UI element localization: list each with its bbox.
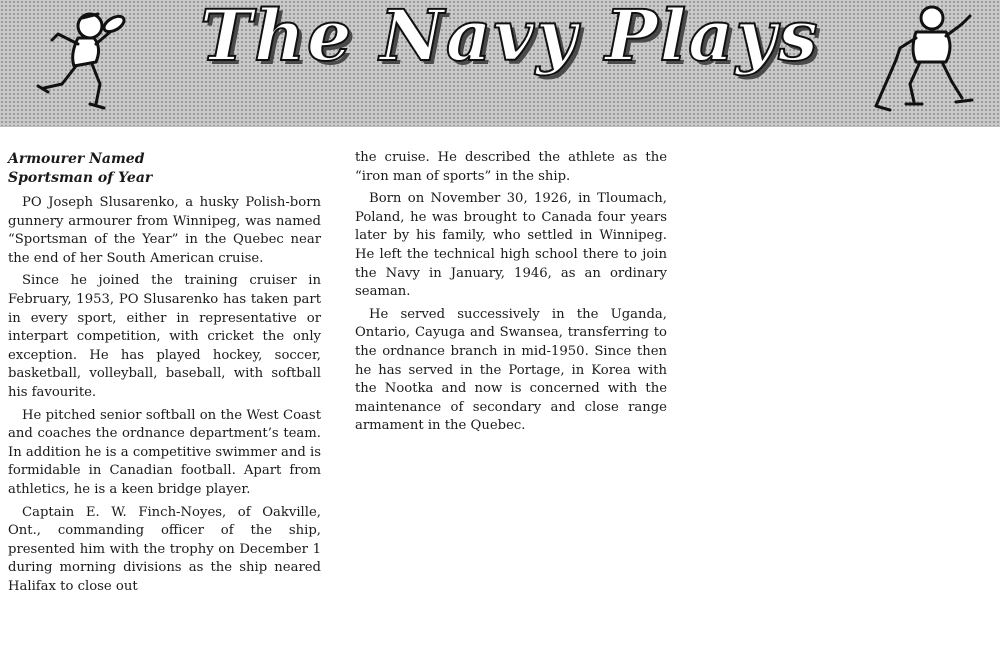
paragraph: PO Joseph Slusarenko, a husky Polish-born gunnery armourer from Winnipeg, was named “Sportsman of the Year” in the Quebec near the end of her South American cruise. — [8, 195, 321, 266]
paragraph: He pitched senior softball on the West Coast and coaches the ordnance department’s team. In addition he is a competitive swimmer and is formidable in Canadian football. Apart from athletics, he is a keen bridge player. — [8, 407, 321, 497]
paragraph-continued: the cruise. He described the athlete as the “iron man of sports” in the ship. — [355, 150, 667, 184]
headline-line-1: Armourer Named — [8, 151, 145, 167]
article-headline — [8, 150, 321, 188]
headline-line-2: Sportsman of Year — [8, 170, 153, 186]
right-column — [355, 149, 667, 440]
banner — [0, 0, 1000, 127]
blank-strip — [686, 127, 1000, 155]
hockey-player-illustration — [866, 2, 986, 118]
paragraph: He served successively in the Uganda, Ontario, Cayuga and Swansea, transferring to the ordnance branch in mid-1950. Since then he has served in the Portage, in Korea with the Nootka and now is concerned with the maintenance of secondary and close range armament in the Quebec. — [355, 306, 667, 434]
paragraph: Since he joined the training cruiser in February, 1953, PO Slusarenko has taken part in every sport, either in representative or interpart competition, with cricket the only exception. He has played hockey, soccer, basketball, volleyball, baseball, with softball his favourite. — [8, 273, 321, 400]
paragraph: Captain E. W. Finch-Noyes, of Oakville, Ont., commanding officer of the ship, presented him with the trophy on December 1 during morning divisions as the ship neared Halifax to close out — [8, 504, 321, 594]
paragraph: Born on November 30, 1926, in Tloumach, Poland, he was brought to Canada four years later by his family, who settled in Winnipeg. He left the technical high school there to join the Navy in January, 1946, as an ordinary seaman. — [355, 191, 667, 300]
left-column — [8, 148, 321, 600]
banner-title: The Navy Plays — [200, 0, 820, 77]
football-player-illustration — [22, 4, 134, 116]
